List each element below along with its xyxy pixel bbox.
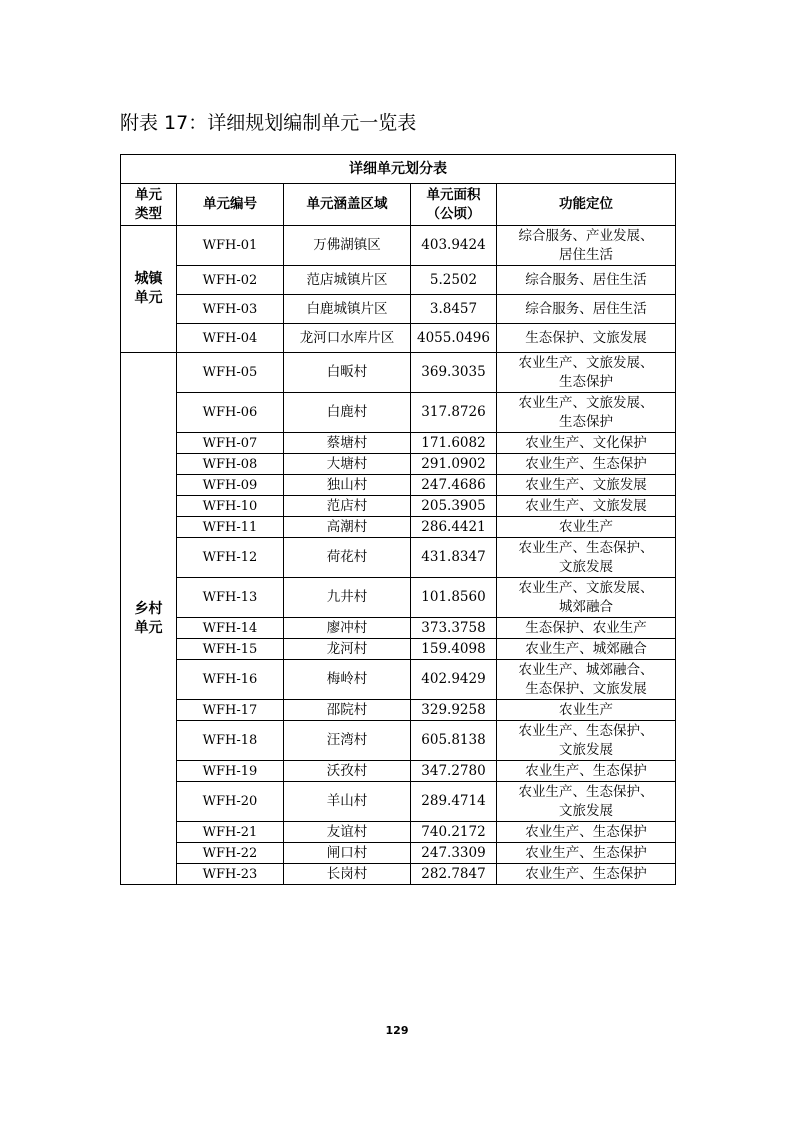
unit-region-cell: 长岗村 — [284, 864, 411, 885]
table-row — [121, 578, 676, 618]
unit-area-cell: 329.9258 — [411, 700, 497, 721]
unit-area-cell: 3.8457 — [411, 295, 497, 324]
unit-area-cell: 373.3758 — [411, 618, 497, 639]
unit-region-cell: 闸口村 — [284, 843, 411, 864]
unit-code-cell: WFH-23 — [177, 864, 284, 885]
unit-function-cell: 生态保护、农业生产 — [497, 618, 676, 639]
unit-code-cell: WFH-16 — [177, 660, 284, 700]
header-function: 功能定位 — [497, 184, 676, 226]
table-row — [121, 475, 676, 496]
unit-function-cell: 农业生产、城郊融合 — [497, 639, 676, 660]
unit-code-cell: WFH-03 — [177, 295, 284, 324]
unit-area-cell: 101.8560 — [411, 578, 497, 618]
unit-area-cell: 317.8726 — [411, 393, 497, 433]
unit-function-cell: 农业生产、生态保护 — [497, 822, 676, 843]
unit-code-cell: WFH-20 — [177, 782, 284, 822]
table-caption: 附表 17：详细规划编制单元一览表 — [120, 112, 417, 134]
unit-code-cell: WFH-08 — [177, 454, 284, 475]
table-row — [121, 700, 676, 721]
unit-function-cell: 农业生产、城郊融合、 生态保护、文旅发展 — [497, 660, 676, 700]
table-row — [121, 517, 676, 538]
unit-function-cell: 农业生产、生态保护、 文旅发展 — [497, 721, 676, 761]
unit-area-cell: 369.3035 — [411, 353, 497, 393]
unit-function-cell: 农业生产、文旅发展 — [497, 475, 676, 496]
header-unit-region: 单元涵盖区域 — [284, 184, 411, 226]
unit-type-cell: 城镇 单元 — [121, 226, 177, 353]
table-row — [121, 864, 676, 885]
unit-code-cell: WFH-05 — [177, 353, 284, 393]
unit-code-cell: WFH-02 — [177, 266, 284, 295]
unit-area-cell: 247.4686 — [411, 475, 497, 496]
table-title: 详细单元划分表 — [121, 155, 676, 184]
unit-region-cell: 羊山村 — [284, 782, 411, 822]
table-body — [121, 226, 676, 885]
unit-region-cell: 廖冲村 — [284, 618, 411, 639]
unit-area-cell: 402.9429 — [411, 660, 497, 700]
unit-region-cell: 白畈村 — [284, 353, 411, 393]
unit-code-cell: WFH-14 — [177, 618, 284, 639]
unit-region-cell: 沃孜村 — [284, 761, 411, 782]
unit-region-cell: 范店城镇片区 — [284, 266, 411, 295]
table-row — [121, 761, 676, 782]
unit-code-cell: WFH-21 — [177, 822, 284, 843]
unit-region-cell: 范店村 — [284, 496, 411, 517]
unit-function-cell: 农业生产、文化保护 — [497, 433, 676, 454]
table-row — [121, 618, 676, 639]
unit-code-cell: WFH-11 — [177, 517, 284, 538]
header-unit-type: 单元 类型 — [121, 184, 177, 226]
table-row — [121, 496, 676, 517]
unit-area-cell: 4055.0496 — [411, 324, 497, 353]
unit-area-cell: 171.6082 — [411, 433, 497, 454]
unit-area-cell: 289.4714 — [411, 782, 497, 822]
unit-region-cell: 邵院村 — [284, 700, 411, 721]
unit-area-cell: 247.3309 — [411, 843, 497, 864]
unit-area-cell: 605.8138 — [411, 721, 497, 761]
unit-region-cell: 友谊村 — [284, 822, 411, 843]
unit-region-cell: 龙河村 — [284, 639, 411, 660]
unit-region-cell: 龙河口水库片区 — [284, 324, 411, 353]
table-row — [121, 660, 676, 700]
unit-area-cell: 347.2780 — [411, 761, 497, 782]
table-row — [121, 433, 676, 454]
unit-area-cell: 291.0902 — [411, 454, 497, 475]
unit-code-cell: WFH-18 — [177, 721, 284, 761]
unit-region-cell: 高潮村 — [284, 517, 411, 538]
unit-region-cell: 白鹿城镇片区 — [284, 295, 411, 324]
unit-code-cell: WFH-04 — [177, 324, 284, 353]
unit-function-cell: 农业生产、生态保护 — [497, 864, 676, 885]
unit-region-cell: 九井村 — [284, 578, 411, 618]
table-row — [121, 295, 676, 324]
unit-area-cell: 740.2172 — [411, 822, 497, 843]
table-row — [121, 782, 676, 822]
unit-function-cell: 农业生产 — [497, 700, 676, 721]
unit-function-cell: 农业生产、生态保护、 文旅发展 — [497, 538, 676, 578]
unit-function-cell: 农业生产 — [497, 517, 676, 538]
unit-function-cell: 农业生产、文旅发展、 城郊融合 — [497, 578, 676, 618]
unit-area-cell: 286.4421 — [411, 517, 497, 538]
unit-region-cell: 荷花村 — [284, 538, 411, 578]
table-row — [121, 843, 676, 864]
table-row — [121, 226, 676, 266]
unit-function-cell: 综合服务、产业发展、 居住生活 — [497, 226, 676, 266]
unit-area-cell: 205.3905 — [411, 496, 497, 517]
unit-area-cell: 431.8347 — [411, 538, 497, 578]
unit-function-cell: 农业生产、文旅发展 — [497, 496, 676, 517]
unit-region-cell: 白鹿村 — [284, 393, 411, 433]
unit-region-cell: 汪湾村 — [284, 721, 411, 761]
unit-region-cell: 独山村 — [284, 475, 411, 496]
unit-code-cell: WFH-17 — [177, 700, 284, 721]
unit-function-cell: 农业生产、生态保护、 文旅发展 — [497, 782, 676, 822]
table-row — [121, 266, 676, 295]
unit-function-cell: 综合服务、居住生活 — [497, 295, 676, 324]
unit-function-cell: 农业生产、生态保护 — [497, 454, 676, 475]
page-number: 129 — [385, 1024, 409, 1037]
table-row — [121, 454, 676, 475]
unit-region-cell: 梅岭村 — [284, 660, 411, 700]
unit-region-cell: 大塘村 — [284, 454, 411, 475]
unit-code-cell: WFH-06 — [177, 393, 284, 433]
unit-region-cell: 万佛湖镇区 — [284, 226, 411, 266]
unit-function-cell: 生态保护、文旅发展 — [497, 324, 676, 353]
table-row — [121, 721, 676, 761]
unit-code-cell: WFH-12 — [177, 538, 284, 578]
header-unit-code: 单元编号 — [177, 184, 284, 226]
table-row — [121, 639, 676, 660]
table-row — [121, 393, 676, 433]
table-row — [121, 822, 676, 843]
unit-code-cell: WFH-09 — [177, 475, 284, 496]
unit-function-cell: 农业生产、文旅发展、 生态保护 — [497, 353, 676, 393]
unit-function-cell: 综合服务、居住生活 — [497, 266, 676, 295]
unit-code-cell: WFH-19 — [177, 761, 284, 782]
unit-area-cell: 159.4098 — [411, 639, 497, 660]
unit-code-cell: WFH-15 — [177, 639, 284, 660]
header-unit-area: 单元面积 （公顷） — [411, 184, 497, 226]
unit-function-cell: 农业生产、文旅发展、 生态保护 — [497, 393, 676, 433]
unit-area-cell: 5.2502 — [411, 266, 497, 295]
table-row — [121, 353, 676, 393]
unit-code-cell: WFH-01 — [177, 226, 284, 266]
unit-code-cell: WFH-22 — [177, 843, 284, 864]
table-row — [121, 538, 676, 578]
planning-unit-table — [120, 154, 676, 885]
unit-code-cell: WFH-13 — [177, 578, 284, 618]
unit-region-cell: 蔡塘村 — [284, 433, 411, 454]
unit-code-cell: WFH-07 — [177, 433, 284, 454]
unit-function-cell: 农业生产、生态保护 — [497, 761, 676, 782]
unit-area-cell: 403.9424 — [411, 226, 497, 266]
table-row — [121, 324, 676, 353]
unit-type-cell: 乡村 单元 — [121, 353, 177, 885]
unit-function-cell: 农业生产、生态保护 — [497, 843, 676, 864]
unit-area-cell: 282.7847 — [411, 864, 497, 885]
unit-code-cell: WFH-10 — [177, 496, 284, 517]
